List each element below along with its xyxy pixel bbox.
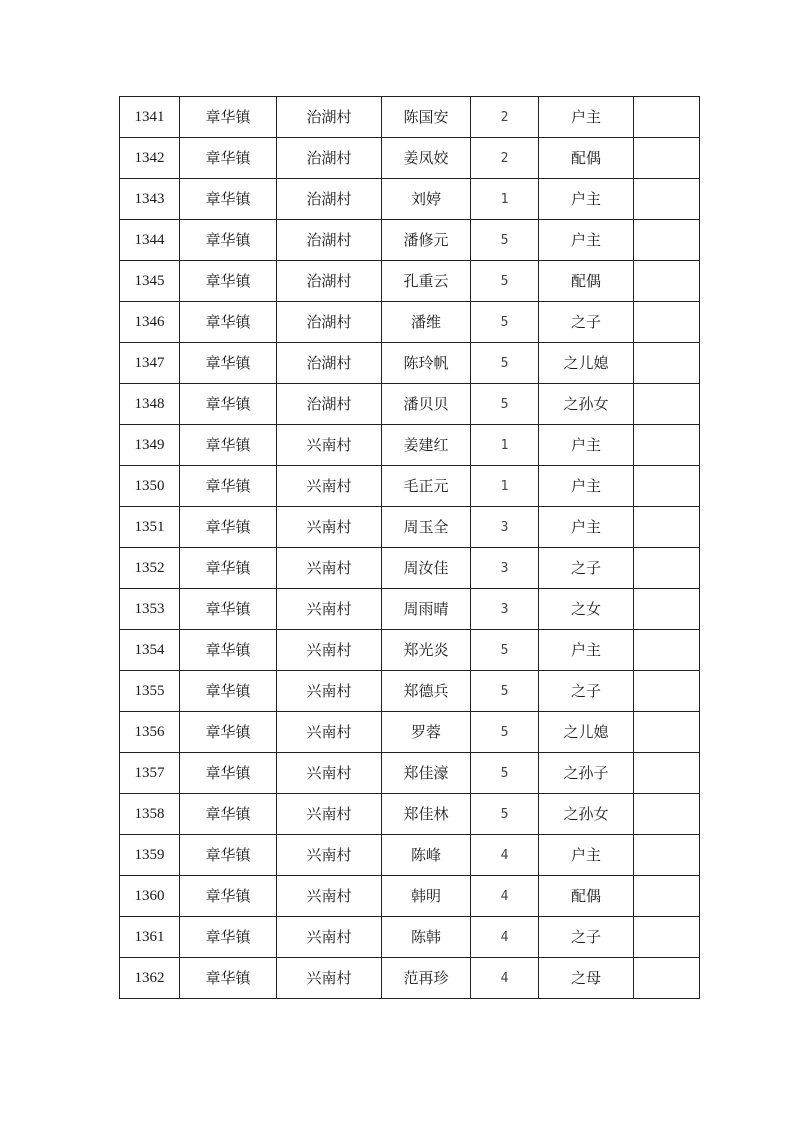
table-row xyxy=(120,712,700,753)
name-cell: 孔重云 xyxy=(382,261,471,302)
relation-cell: 户主 xyxy=(539,835,634,876)
relation-cell: 户主 xyxy=(539,466,634,507)
row-number-cell: 1352 xyxy=(120,548,180,589)
household-size-cell: 5 xyxy=(471,220,539,261)
table-row xyxy=(120,97,700,138)
name-cell: 陈韩 xyxy=(382,917,471,958)
row-number-cell: 1353 xyxy=(120,589,180,630)
table-row xyxy=(120,917,700,958)
name-cell: 陈国安 xyxy=(382,97,471,138)
village-cell: 兴南村 xyxy=(277,425,382,466)
town-cell: 章华镇 xyxy=(180,302,277,343)
town-cell: 章华镇 xyxy=(180,179,277,220)
table-row xyxy=(120,794,700,835)
town-cell: 章华镇 xyxy=(180,630,277,671)
household-size-cell: 1 xyxy=(471,425,539,466)
table-row xyxy=(120,671,700,712)
row-number-cell: 1361 xyxy=(120,917,180,958)
note-cell xyxy=(634,220,700,261)
relation-cell: 之孙子 xyxy=(539,753,634,794)
household-size-cell: 5 xyxy=(471,384,539,425)
note-cell xyxy=(634,753,700,794)
town-cell: 章华镇 xyxy=(180,220,277,261)
note-cell xyxy=(634,835,700,876)
name-cell: 郑佳濠 xyxy=(382,753,471,794)
note-cell xyxy=(634,302,700,343)
name-cell: 刘婷 xyxy=(382,179,471,220)
household-size-cell: 3 xyxy=(471,589,539,630)
table-body xyxy=(120,97,700,999)
note-cell xyxy=(634,466,700,507)
note-cell xyxy=(634,876,700,917)
table-row xyxy=(120,753,700,794)
note-cell xyxy=(634,507,700,548)
village-cell: 兴南村 xyxy=(277,671,382,712)
name-cell: 潘维 xyxy=(382,302,471,343)
table-row xyxy=(120,466,700,507)
household-size-cell: 5 xyxy=(471,671,539,712)
relation-cell: 之孙女 xyxy=(539,794,634,835)
village-cell: 治湖村 xyxy=(277,138,382,179)
row-number-cell: 1344 xyxy=(120,220,180,261)
relation-cell: 之子 xyxy=(539,302,634,343)
name-cell: 罗蓉 xyxy=(382,712,471,753)
note-cell xyxy=(634,261,700,302)
note-cell xyxy=(634,958,700,999)
village-cell: 兴南村 xyxy=(277,876,382,917)
town-cell: 章华镇 xyxy=(180,507,277,548)
row-number-cell: 1349 xyxy=(120,425,180,466)
name-cell: 潘贝贝 xyxy=(382,384,471,425)
town-cell: 章华镇 xyxy=(180,876,277,917)
note-cell xyxy=(634,384,700,425)
row-number-cell: 1357 xyxy=(120,753,180,794)
row-number-cell: 1356 xyxy=(120,712,180,753)
row-number-cell: 1354 xyxy=(120,630,180,671)
name-cell: 范再珍 xyxy=(382,958,471,999)
relation-cell: 之子 xyxy=(539,917,634,958)
row-number-cell: 1355 xyxy=(120,671,180,712)
household-size-cell: 3 xyxy=(471,507,539,548)
town-cell: 章华镇 xyxy=(180,958,277,999)
village-cell: 治湖村 xyxy=(277,220,382,261)
table-row xyxy=(120,179,700,220)
note-cell xyxy=(634,589,700,630)
note-cell xyxy=(634,671,700,712)
household-size-cell: 2 xyxy=(471,138,539,179)
household-size-cell: 1 xyxy=(471,179,539,220)
household-size-cell: 5 xyxy=(471,753,539,794)
table-row xyxy=(120,835,700,876)
household-size-cell: 3 xyxy=(471,548,539,589)
row-number-cell: 1348 xyxy=(120,384,180,425)
relation-cell: 户主 xyxy=(539,97,634,138)
relation-cell: 之儿媳 xyxy=(539,712,634,753)
household-size-cell: 1 xyxy=(471,466,539,507)
row-number-cell: 1350 xyxy=(120,466,180,507)
village-cell: 兴南村 xyxy=(277,958,382,999)
row-number-cell: 1341 xyxy=(120,97,180,138)
name-cell: 周雨晴 xyxy=(382,589,471,630)
name-cell: 陈玲帆 xyxy=(382,343,471,384)
relation-cell: 之子 xyxy=(539,671,634,712)
town-cell: 章华镇 xyxy=(180,97,277,138)
relation-cell: 之女 xyxy=(539,589,634,630)
name-cell: 郑德兵 xyxy=(382,671,471,712)
relation-cell: 配偶 xyxy=(539,261,634,302)
town-cell: 章华镇 xyxy=(180,753,277,794)
town-cell: 章华镇 xyxy=(180,794,277,835)
household-size-cell: 5 xyxy=(471,794,539,835)
town-cell: 章华镇 xyxy=(180,917,277,958)
village-cell: 兴南村 xyxy=(277,507,382,548)
relation-cell: 之孙女 xyxy=(539,384,634,425)
note-cell xyxy=(634,630,700,671)
village-cell: 治湖村 xyxy=(277,261,382,302)
household-table xyxy=(119,96,700,999)
town-cell: 章华镇 xyxy=(180,261,277,302)
village-cell: 兴南村 xyxy=(277,917,382,958)
row-number-cell: 1343 xyxy=(120,179,180,220)
row-number-cell: 1347 xyxy=(120,343,180,384)
note-cell xyxy=(634,712,700,753)
row-number-cell: 1362 xyxy=(120,958,180,999)
village-cell: 兴南村 xyxy=(277,835,382,876)
household-size-cell: 5 xyxy=(471,712,539,753)
household-size-cell: 5 xyxy=(471,343,539,384)
note-cell xyxy=(634,425,700,466)
village-cell: 治湖村 xyxy=(277,97,382,138)
table-row xyxy=(120,425,700,466)
village-cell: 兴南村 xyxy=(277,630,382,671)
note-cell xyxy=(634,138,700,179)
table-row xyxy=(120,630,700,671)
table-row xyxy=(120,589,700,630)
town-cell: 章华镇 xyxy=(180,425,277,466)
relation-cell: 户主 xyxy=(539,507,634,548)
relation-cell: 之子 xyxy=(539,548,634,589)
name-cell: 毛正元 xyxy=(382,466,471,507)
household-size-cell: 4 xyxy=(471,835,539,876)
village-cell: 治湖村 xyxy=(277,343,382,384)
name-cell: 潘修元 xyxy=(382,220,471,261)
village-cell: 治湖村 xyxy=(277,179,382,220)
town-cell: 章华镇 xyxy=(180,671,277,712)
household-size-cell: 5 xyxy=(471,261,539,302)
table-row xyxy=(120,958,700,999)
name-cell: 姜建红 xyxy=(382,425,471,466)
table-row xyxy=(120,384,700,425)
household-size-cell: 4 xyxy=(471,958,539,999)
note-cell xyxy=(634,548,700,589)
table-row xyxy=(120,302,700,343)
name-cell: 姜凤姣 xyxy=(382,138,471,179)
row-number-cell: 1345 xyxy=(120,261,180,302)
note-cell xyxy=(634,343,700,384)
relation-cell: 配偶 xyxy=(539,876,634,917)
household-size-cell: 4 xyxy=(471,917,539,958)
table-row xyxy=(120,138,700,179)
relation-cell: 配偶 xyxy=(539,138,634,179)
town-cell: 章华镇 xyxy=(180,835,277,876)
village-cell: 兴南村 xyxy=(277,753,382,794)
table-row xyxy=(120,220,700,261)
name-cell: 陈峰 xyxy=(382,835,471,876)
row-number-cell: 1358 xyxy=(120,794,180,835)
table-row xyxy=(120,261,700,302)
relation-cell: 户主 xyxy=(539,179,634,220)
row-number-cell: 1342 xyxy=(120,138,180,179)
row-number-cell: 1346 xyxy=(120,302,180,343)
village-cell: 兴南村 xyxy=(277,712,382,753)
relation-cell: 之儿媳 xyxy=(539,343,634,384)
household-size-cell: 5 xyxy=(471,302,539,343)
table-row xyxy=(120,548,700,589)
name-cell: 周玉全 xyxy=(382,507,471,548)
note-cell xyxy=(634,97,700,138)
table-row xyxy=(120,343,700,384)
name-cell: 韩明 xyxy=(382,876,471,917)
note-cell xyxy=(634,794,700,835)
relation-cell: 户主 xyxy=(539,425,634,466)
town-cell: 章华镇 xyxy=(180,548,277,589)
note-cell xyxy=(634,179,700,220)
row-number-cell: 1351 xyxy=(120,507,180,548)
name-cell: 郑光炎 xyxy=(382,630,471,671)
relation-cell: 之母 xyxy=(539,958,634,999)
household-size-cell: 2 xyxy=(471,97,539,138)
town-cell: 章华镇 xyxy=(180,384,277,425)
relation-cell: 户主 xyxy=(539,630,634,671)
town-cell: 章华镇 xyxy=(180,466,277,507)
village-cell: 兴南村 xyxy=(277,466,382,507)
village-cell: 治湖村 xyxy=(277,384,382,425)
note-cell xyxy=(634,917,700,958)
household-size-cell: 5 xyxy=(471,630,539,671)
town-cell: 章华镇 xyxy=(180,343,277,384)
town-cell: 章华镇 xyxy=(180,138,277,179)
row-number-cell: 1359 xyxy=(120,835,180,876)
name-cell: 周汝佳 xyxy=(382,548,471,589)
village-cell: 兴南村 xyxy=(277,548,382,589)
village-cell: 兴南村 xyxy=(277,589,382,630)
name-cell: 郑佳林 xyxy=(382,794,471,835)
village-cell: 兴南村 xyxy=(277,794,382,835)
table-row xyxy=(120,876,700,917)
table-row xyxy=(120,507,700,548)
row-number-cell: 1360 xyxy=(120,876,180,917)
village-cell: 治湖村 xyxy=(277,302,382,343)
town-cell: 章华镇 xyxy=(180,712,277,753)
household-size-cell: 4 xyxy=(471,876,539,917)
relation-cell: 户主 xyxy=(539,220,634,261)
town-cell: 章华镇 xyxy=(180,589,277,630)
